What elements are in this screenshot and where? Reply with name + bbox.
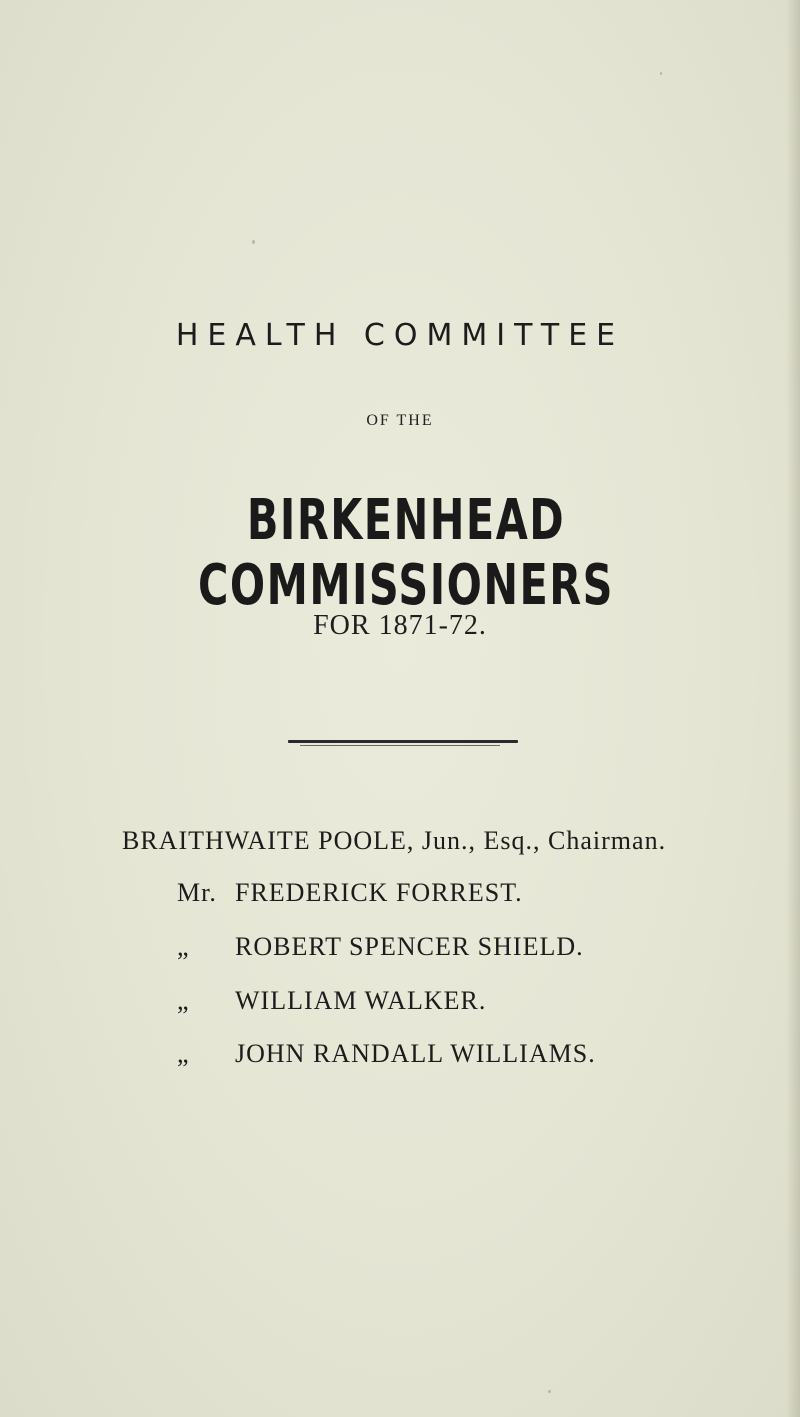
page-edge-shadow bbox=[786, 0, 800, 1417]
member-line-1 bbox=[177, 878, 523, 908]
member-name: WILLIAM WALKER. bbox=[235, 986, 487, 1015]
paper-speck bbox=[660, 72, 662, 75]
member-prefix: „ bbox=[177, 1039, 190, 1068]
chairman-line bbox=[122, 826, 666, 856]
chairman-suffix-jun: Jun., bbox=[421, 826, 477, 855]
member-line-3 bbox=[177, 986, 486, 1016]
member-line-4 bbox=[177, 1039, 596, 1069]
member-name: FREDERICK FORREST. bbox=[235, 878, 523, 907]
divider-rule bbox=[288, 740, 518, 743]
member-line-2 bbox=[177, 932, 584, 962]
title-connector: OF THE bbox=[366, 412, 434, 429]
chairman-role: Chairman. bbox=[548, 826, 667, 855]
member-name: ROBERT SPENCER SHIELD. bbox=[235, 932, 584, 961]
member-name: JOHN RANDALL WILLIAMS. bbox=[235, 1039, 596, 1068]
paper-speck bbox=[548, 1390, 551, 1393]
chairman-suffix-esq: Esq., bbox=[483, 826, 541, 855]
member-prefix: „ bbox=[177, 932, 190, 961]
member-prefix: Mr. bbox=[177, 878, 217, 907]
commissioners-title: BIRKENHEAD COMMISSIONERS bbox=[198, 488, 614, 618]
paper-speck bbox=[252, 240, 255, 244]
divider-rule-underline bbox=[300, 745, 500, 746]
committee-title: HEALTH COMMITTEE bbox=[175, 318, 625, 353]
member-prefix: „ bbox=[177, 986, 190, 1015]
chairman-name: BRAITHWAITE POOLE, bbox=[122, 826, 415, 855]
year-line: FOR 1871-72. bbox=[313, 610, 487, 641]
